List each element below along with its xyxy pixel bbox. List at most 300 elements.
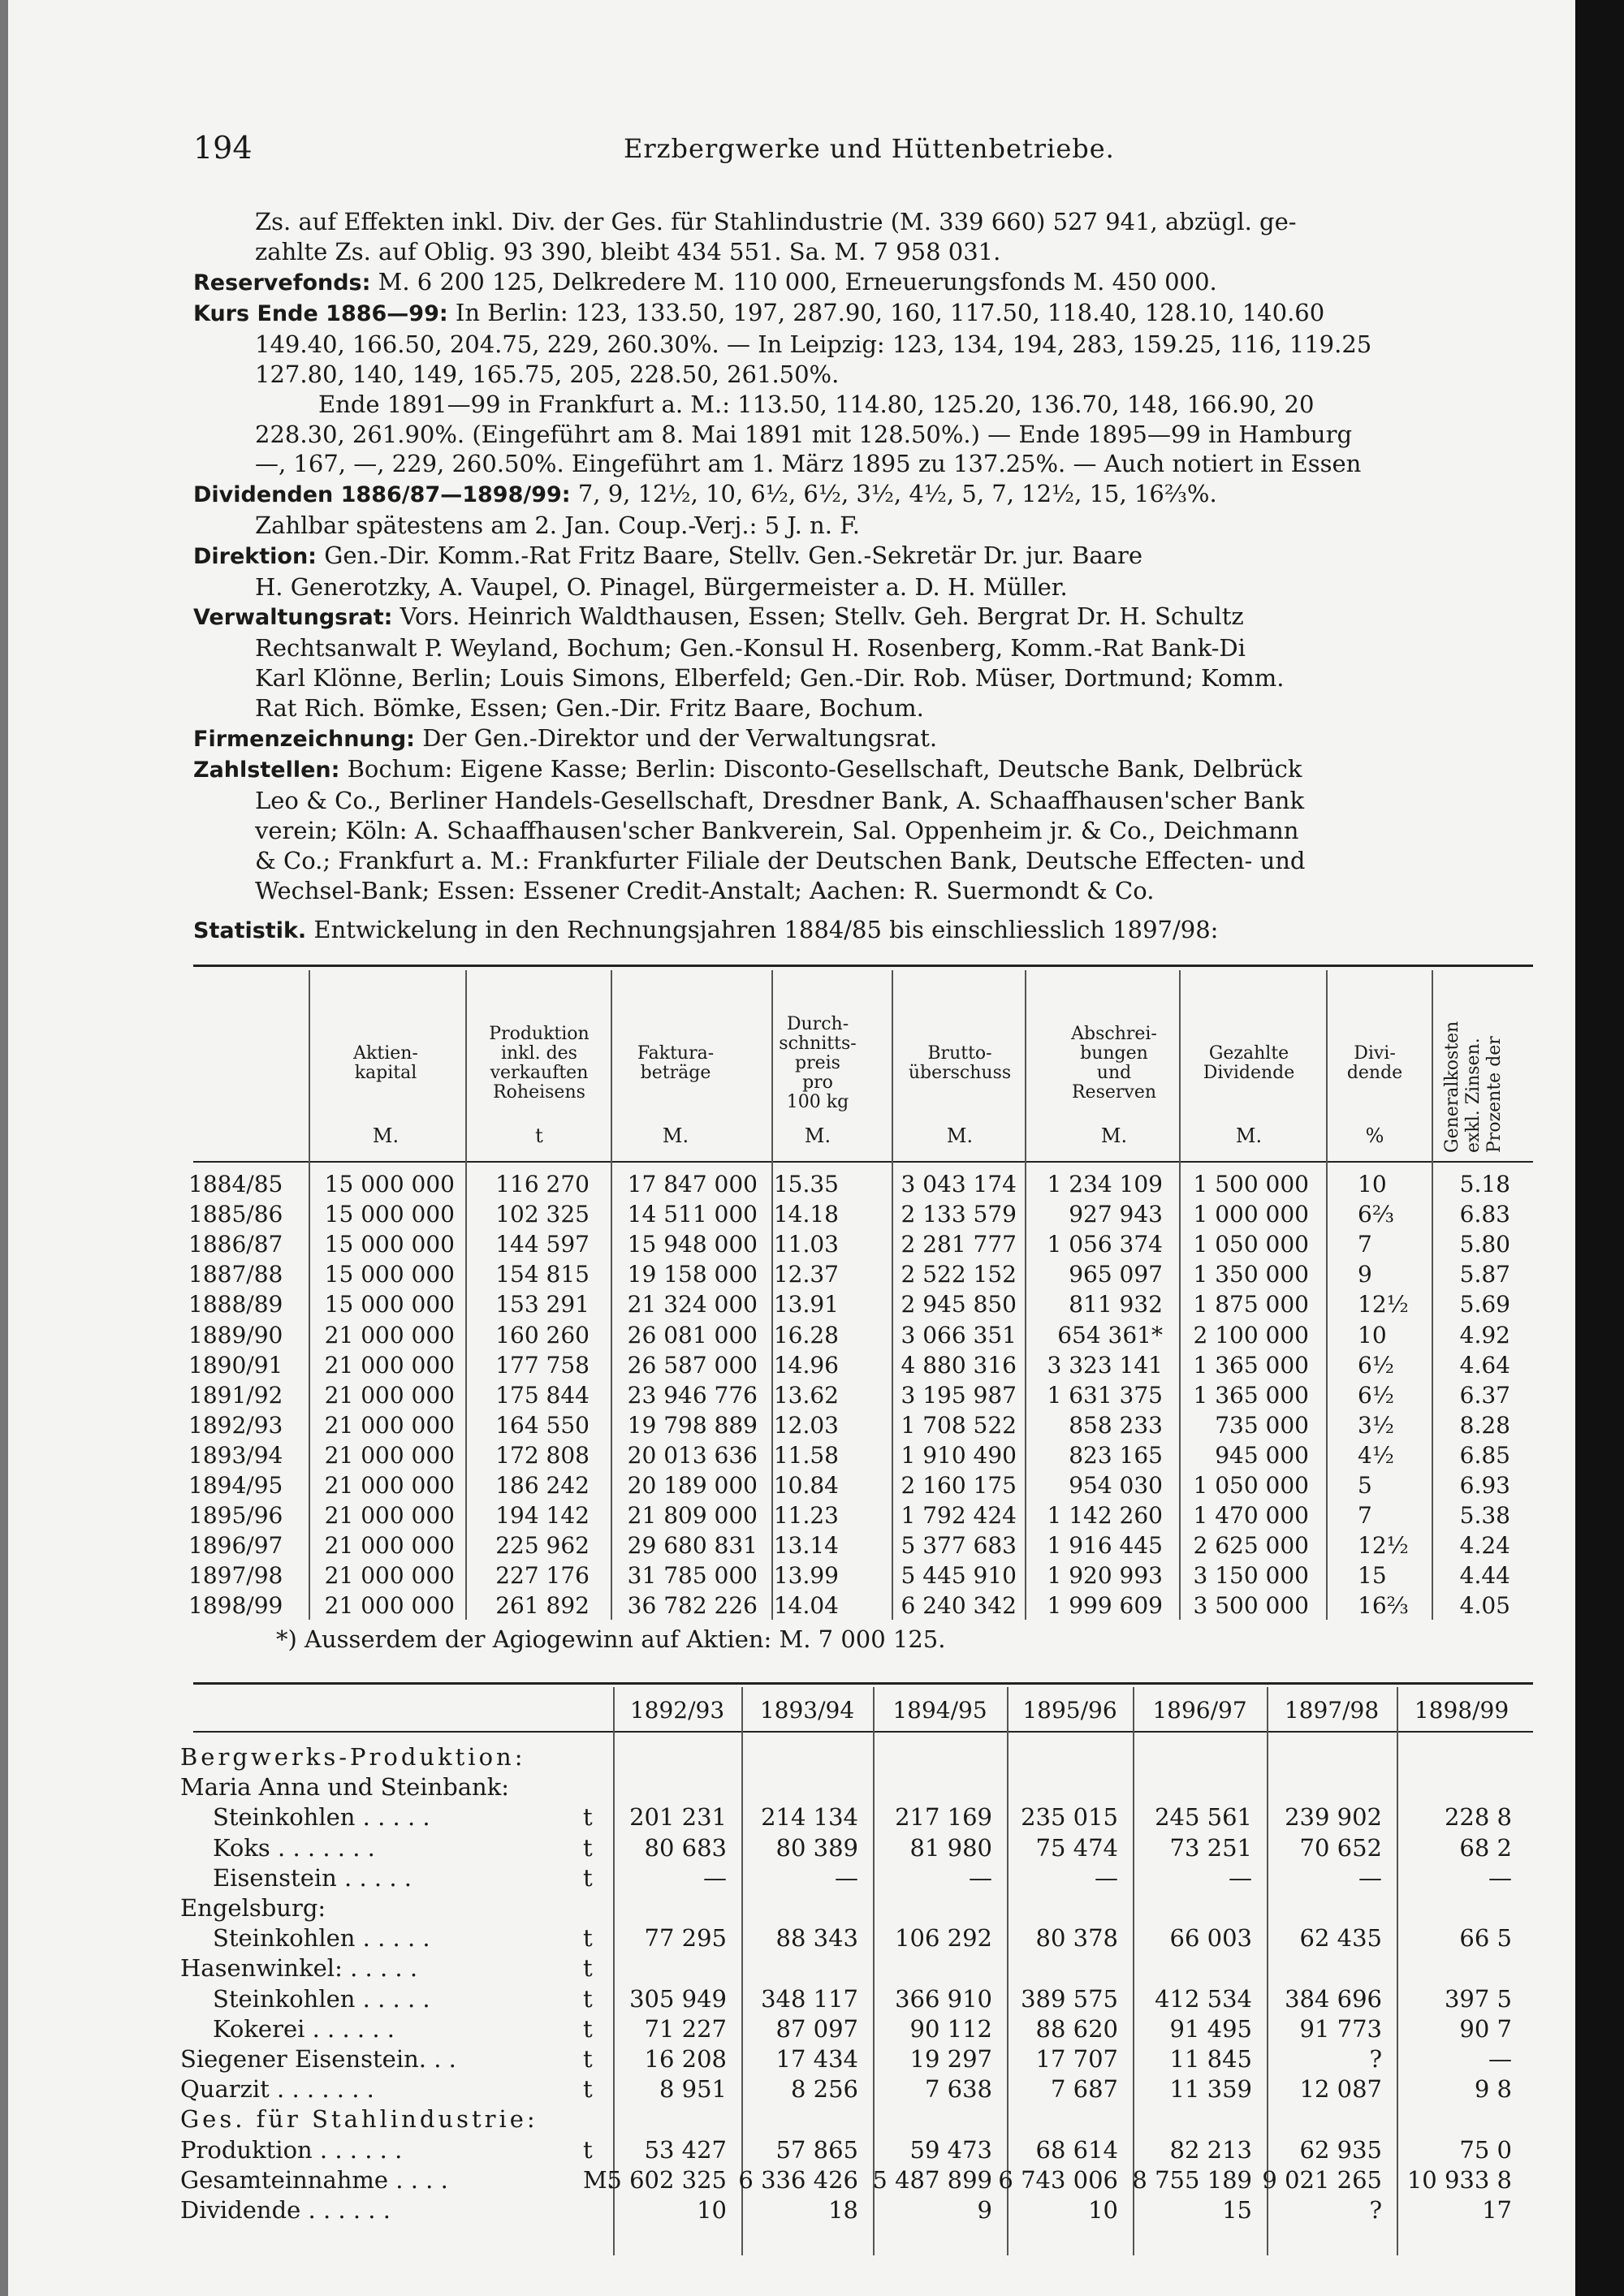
page-header bbox=[193, 130, 1525, 170]
column-unit: M. bbox=[946, 1124, 974, 1147]
table2-cell: 62 935 bbox=[1299, 2135, 1382, 2164]
year-header: 1893/94 bbox=[759, 1697, 855, 1724]
table-cell: 10.84 bbox=[773, 1472, 839, 1499]
table-cell: 3 195 987 bbox=[901, 1381, 1017, 1409]
table-cell: 3 500 000 bbox=[1193, 1592, 1309, 1620]
table2-cell: 106 292 bbox=[895, 1924, 992, 1953]
table2-cell: 16 208 bbox=[644, 2045, 727, 2073]
row-year: 1886/87 bbox=[188, 1231, 283, 1258]
table-cell: 6.93 bbox=[1459, 1472, 1510, 1499]
table-cell: 21 000 000 bbox=[324, 1321, 455, 1349]
row-label: Eisenstein . . . . . bbox=[213, 1863, 412, 1892]
table2-cell: — bbox=[1488, 1863, 1512, 1892]
table2-row bbox=[0, 2136, 1543, 2166]
section-keyword: Direktion: bbox=[193, 543, 317, 569]
table2-row bbox=[0, 2196, 1543, 2226]
table-cell: 21 000 000 bbox=[324, 1592, 455, 1620]
table-cell: 11.03 bbox=[773, 1231, 839, 1258]
table-cell: 21 324 000 bbox=[627, 1291, 758, 1318]
table2-cell: 17 707 bbox=[1035, 2045, 1118, 2073]
page-number: 194 bbox=[193, 130, 253, 166]
table-cell: 9 bbox=[1358, 1261, 1372, 1288]
table-cell: 1 470 000 bbox=[1193, 1502, 1309, 1530]
line-text: & Co.; Frankfurt a. M.: Frankfurter Filiale der Deutschen Bank, Deutsche Effecten- und bbox=[255, 846, 1306, 874]
table2-cell: 228 8 bbox=[1444, 1803, 1512, 1832]
row-year: 1893/94 bbox=[188, 1441, 283, 1469]
table-cell: 4.44 bbox=[1459, 1562, 1510, 1590]
line-text: Rat Rich. Bömke, Essen; Gen.-Dir. Fritz Baare, Bochum. bbox=[255, 693, 924, 722]
row-year: 1888/89 bbox=[188, 1291, 283, 1318]
row-label: Dividende . . . . . . bbox=[180, 2196, 391, 2224]
table2-cell: 88 343 bbox=[775, 1924, 858, 1953]
table-cell: 8.28 bbox=[1459, 1411, 1510, 1439]
table-cell: 6⅔ bbox=[1358, 1201, 1394, 1228]
table2-cell: 90 7 bbox=[1459, 2014, 1512, 2043]
column-header: Durch- schnitts- preis pro 100 kg bbox=[779, 1014, 857, 1112]
table-cell: 31 785 000 bbox=[627, 1562, 758, 1590]
row-year: 1885/86 bbox=[188, 1201, 283, 1228]
table-cell: 20 013 636 bbox=[627, 1441, 758, 1469]
table-row bbox=[0, 1442, 1543, 1472]
line-text: Wechsel-Bank; Essen: Essener Credit-Anstalt; Aachen: R. Suermondt & Co. bbox=[255, 876, 1155, 904]
table2-cell: 19 297 bbox=[909, 2045, 992, 2073]
table2-cell: 73 251 bbox=[1169, 1833, 1252, 1862]
table2-cell: 214 134 bbox=[761, 1803, 858, 1832]
table-cell: 21 000 000 bbox=[324, 1472, 455, 1499]
table-cell: 1 875 000 bbox=[1193, 1291, 1309, 1318]
column-header: Abschrei- bungen und Reserven bbox=[1071, 1024, 1157, 1103]
row-unit: M. bbox=[583, 2165, 615, 2194]
row-year: 1892/93 bbox=[188, 1411, 283, 1439]
text-line bbox=[193, 876, 1525, 906]
table-cell: 4 880 316 bbox=[901, 1351, 1017, 1379]
table-cell: 13.91 bbox=[773, 1291, 839, 1318]
table2-cell: 71 227 bbox=[644, 2014, 727, 2043]
row-label: Steinkohlen . . . . . bbox=[213, 1924, 430, 1953]
table2-cell: 12 087 bbox=[1299, 2075, 1382, 2104]
table2-cell: 10 bbox=[697, 2196, 727, 2224]
table2-cell: 91 773 bbox=[1299, 2014, 1382, 2043]
text-line bbox=[193, 572, 1525, 602]
table-cell: 154 815 bbox=[495, 1261, 590, 1288]
table2-cell: 17 bbox=[1482, 2196, 1512, 2224]
table-cell: 2 160 175 bbox=[901, 1472, 1017, 1499]
column-header: Aktien- kapital bbox=[353, 1043, 418, 1083]
table2-cell: 53 427 bbox=[644, 2135, 727, 2164]
section-keyword: Firmenzeichnung: bbox=[193, 726, 415, 752]
table-cell: 945 000 bbox=[1215, 1441, 1309, 1469]
table-cell: 172 808 bbox=[495, 1441, 590, 1469]
line-text: 127.80, 140, 149, 165.75, 205, 228.50, 261.50%. bbox=[255, 360, 840, 388]
table2-cell: 412 534 bbox=[1155, 1984, 1252, 2013]
table-cell: 15 000 000 bbox=[324, 1291, 455, 1318]
table2-cell: 239 902 bbox=[1285, 1803, 1382, 1832]
table-cell: 20 189 000 bbox=[627, 1472, 758, 1499]
table-cell: 1 000 000 bbox=[1193, 1201, 1309, 1228]
table-row bbox=[0, 1562, 1543, 1592]
table-cell: 12½ bbox=[1358, 1291, 1409, 1318]
table2-cell: 9 bbox=[977, 2196, 992, 2224]
table2-cell: 7 687 bbox=[1050, 2075, 1118, 2104]
text-line bbox=[193, 360, 1525, 390]
rotated-header-line: Generalkosten bbox=[1442, 1021, 1462, 1153]
table-cell: 11.58 bbox=[773, 1441, 839, 1469]
table-cell: 15 000 000 bbox=[324, 1231, 455, 1258]
table2-row bbox=[0, 1954, 1543, 1984]
section-keyword: Dividenden 1886/87—1898/99: bbox=[193, 482, 571, 508]
table-cell: 6½ bbox=[1358, 1381, 1394, 1409]
table-row bbox=[0, 1352, 1543, 1382]
table-cell: 4½ bbox=[1358, 1441, 1394, 1469]
column-unit: % bbox=[1365, 1124, 1384, 1147]
row-year: 1894/95 bbox=[188, 1472, 283, 1499]
table-cell: 13.14 bbox=[773, 1532, 839, 1560]
table-cell: 1 708 522 bbox=[901, 1411, 1017, 1439]
table-cell: 2 281 777 bbox=[901, 1231, 1017, 1258]
table2-cell: 8 755 189 bbox=[1132, 2165, 1252, 2194]
row-unit: t bbox=[583, 2075, 593, 2104]
table-cell: 654 361* bbox=[1057, 1321, 1163, 1349]
text-line bbox=[193, 723, 1525, 755]
text-line bbox=[193, 541, 1525, 572]
table-cell: 23 946 776 bbox=[627, 1381, 758, 1409]
row-unit: t bbox=[583, 1833, 593, 1862]
scan-binding-edge bbox=[1575, 0, 1624, 2296]
table2-cell: 80 389 bbox=[775, 1833, 858, 1862]
statistik-keyword: Statistik. bbox=[193, 918, 307, 943]
table2-cell: 305 949 bbox=[629, 1984, 727, 2013]
table-cell: 1 050 000 bbox=[1193, 1472, 1309, 1499]
table-row bbox=[0, 1231, 1543, 1261]
table-cell: 160 260 bbox=[495, 1321, 590, 1349]
table-row bbox=[0, 1382, 1543, 1412]
table-cell: 21 000 000 bbox=[324, 1351, 455, 1379]
table-cell: 3½ bbox=[1358, 1411, 1394, 1439]
row-year: 1895/96 bbox=[188, 1502, 283, 1530]
table2-cell: 10 bbox=[1088, 2196, 1118, 2224]
table-cell: 4.64 bbox=[1459, 1351, 1510, 1379]
table2-row bbox=[0, 1924, 1543, 1954]
table-cell: 261 892 bbox=[495, 1592, 590, 1620]
table-cell: 153 291 bbox=[495, 1291, 590, 1318]
year-header: 1896/97 bbox=[1152, 1697, 1247, 1724]
year-header: 1895/96 bbox=[1022, 1697, 1117, 1724]
table2-row bbox=[0, 1773, 1543, 1803]
table-cell: 1 365 000 bbox=[1193, 1381, 1309, 1409]
table-cell: 1 500 000 bbox=[1193, 1171, 1309, 1198]
table2-cell: — bbox=[1488, 2045, 1512, 2073]
row-unit: t bbox=[583, 2014, 593, 2043]
table-cell: 3 150 000 bbox=[1193, 1562, 1309, 1590]
column-unit: M. bbox=[1100, 1124, 1128, 1147]
table-cell: 6.85 bbox=[1459, 1441, 1510, 1469]
text-line bbox=[193, 693, 1525, 723]
table2-cell: 90 112 bbox=[909, 2014, 992, 2043]
row-label: Quarzit . . . . . . . bbox=[180, 2075, 374, 2104]
table-cell: 21 000 000 bbox=[324, 1532, 455, 1560]
table-cell: 2 625 000 bbox=[1193, 1532, 1309, 1560]
row-unit: t bbox=[583, 1954, 593, 1983]
text-line bbox=[193, 846, 1525, 876]
table-cell: 175 844 bbox=[495, 1381, 590, 1409]
table2-cell: 59 473 bbox=[909, 2135, 992, 2164]
table2-cell: 75 0 bbox=[1459, 2135, 1512, 2164]
table2-row bbox=[0, 1803, 1543, 1833]
row-label: Siegener Eisenstein. . . bbox=[180, 2045, 456, 2073]
row-label: Engelsburg: bbox=[180, 1894, 326, 1922]
section-keyword: Verwaltungsrat: bbox=[193, 605, 393, 631]
table2-cell: 80 683 bbox=[644, 1833, 727, 1862]
table2-cell: — bbox=[703, 1863, 727, 1892]
table-cell: 1 920 993 bbox=[1047, 1562, 1163, 1590]
table-cell: 2 100 000 bbox=[1193, 1321, 1309, 1349]
text-line bbox=[193, 449, 1525, 479]
table-footnote: *) Ausserdem der Agiogewinn auf Aktien: M. 7 000 125. bbox=[276, 1625, 946, 1653]
text-line bbox=[193, 420, 1525, 450]
table2-cell: 68 2 bbox=[1459, 1833, 1512, 1862]
table2-row bbox=[0, 1743, 1543, 1773]
line-text: Karl Klönne, Berlin; Louis Simons, Elberfeld; Gen.-Dir. Rob. Müser, Dortmund; Komm. bbox=[255, 663, 1285, 692]
table-row bbox=[0, 1291, 1543, 1321]
table2-cell: 7 638 bbox=[924, 2075, 992, 2104]
table-row bbox=[0, 1412, 1543, 1442]
table2-cell: — bbox=[1229, 1863, 1252, 1892]
row-year: 1891/92 bbox=[188, 1381, 283, 1409]
table2-cell: 366 910 bbox=[895, 1984, 992, 2013]
table-cell: 7 bbox=[1358, 1231, 1372, 1258]
line-text: Rechtsanwalt P. Weyland, Bochum; Gen.-Konsul H. Rosenberg, Komm.-Rat Bank-Di bbox=[255, 634, 1246, 662]
table2-cell: 8 951 bbox=[659, 2075, 727, 2104]
table-cell: 1 910 490 bbox=[901, 1441, 1017, 1469]
table-cell: 5.38 bbox=[1459, 1502, 1510, 1530]
row-unit: t bbox=[583, 1924, 593, 1953]
table-cell: 19 158 000 bbox=[627, 1261, 758, 1288]
rotated-header-line: Prozente der bbox=[1484, 1036, 1505, 1153]
table-row bbox=[0, 1171, 1543, 1201]
table2-cell: 66 5 bbox=[1459, 1924, 1512, 1953]
table-cell: 5 bbox=[1358, 1472, 1372, 1499]
header-bottom-rule bbox=[193, 1161, 1533, 1163]
table2-row bbox=[0, 1864, 1543, 1894]
table2-cell: 245 561 bbox=[1155, 1803, 1252, 1832]
line-text: In Berlin: 123, 133.50, 197, 287.90, 160, 117.50, 118.40, 128.10, 140.60 bbox=[447, 299, 1325, 327]
table2-cell: — bbox=[835, 1863, 858, 1892]
text-line bbox=[193, 633, 1525, 663]
statistik-heading bbox=[193, 916, 1218, 943]
table-row bbox=[0, 1322, 1543, 1352]
table-cell: 7 bbox=[1358, 1502, 1372, 1530]
line-text: Vors. Heinrich Waldthausen, Essen; Stellv. Geh. Bergrat Dr. H. Schultz bbox=[392, 602, 1244, 631]
table-cell: 1 142 260 bbox=[1047, 1502, 1163, 1530]
table2-row bbox=[0, 2105, 1543, 2135]
table-cell: 858 233 bbox=[1069, 1411, 1163, 1439]
row-label: Steinkohlen . . . . . bbox=[213, 1803, 430, 1832]
table2-cell: 66 003 bbox=[1169, 1924, 1252, 1953]
table2-cell: 10 933 8 bbox=[1406, 2165, 1512, 2194]
table-cell: 15 000 000 bbox=[324, 1201, 455, 1228]
text-line bbox=[193, 511, 1525, 541]
text-line bbox=[193, 754, 1525, 786]
row-label: Gesamteinnahme . . . . bbox=[180, 2165, 448, 2194]
table-cell: 735 000 bbox=[1215, 1411, 1309, 1439]
table2-cell: 5 487 899 bbox=[872, 2165, 992, 2194]
table-row bbox=[0, 1261, 1543, 1291]
table-cell: 21 809 000 bbox=[627, 1502, 758, 1530]
year-header: 1898/99 bbox=[1414, 1697, 1510, 1724]
table2-cell: 11 359 bbox=[1169, 2075, 1252, 2104]
table2-cell: 87 097 bbox=[775, 2014, 858, 2043]
table-row bbox=[0, 1532, 1543, 1562]
table-cell: 4.92 bbox=[1459, 1321, 1510, 1349]
table2-cell: 17 434 bbox=[775, 2045, 858, 2073]
text-line bbox=[193, 663, 1525, 693]
table-cell: 16.28 bbox=[773, 1321, 839, 1349]
section-keyword: Zahlstellen: bbox=[193, 757, 340, 783]
column-header: Gezahlte Dividende bbox=[1203, 1043, 1295, 1083]
table2-cell: 57 865 bbox=[775, 2135, 858, 2164]
table-cell: 3 043 174 bbox=[901, 1171, 1017, 1198]
table-cell: 1 916 445 bbox=[1047, 1532, 1163, 1560]
table2-cell: 397 5 bbox=[1444, 1984, 1512, 2013]
table-cell: 5.80 bbox=[1459, 1231, 1510, 1258]
text-line bbox=[193, 267, 1525, 299]
column-header: Produktion inkl. des verkauften Roheisens bbox=[489, 1024, 590, 1103]
row-year: 1884/85 bbox=[188, 1171, 283, 1198]
table-cell: 15.35 bbox=[773, 1171, 839, 1198]
row-year: 1889/90 bbox=[188, 1321, 283, 1349]
table2-cell: 217 169 bbox=[895, 1803, 992, 1832]
column-unit: M. bbox=[662, 1124, 689, 1147]
line-text: Zs. auf Effekten inkl. Div. der Ges. für Stahlindustrie (M. 339 660) 527 941, abzügl. ge- bbox=[255, 208, 1297, 235]
table2-row bbox=[0, 1894, 1543, 1924]
table-row bbox=[0, 1502, 1543, 1532]
table2-cell: 62 435 bbox=[1299, 1924, 1382, 1953]
table-cell: 4.05 bbox=[1459, 1592, 1510, 1620]
row-label: Koks . . . . . . . bbox=[213, 1833, 375, 1862]
table-cell: 12.37 bbox=[773, 1261, 839, 1288]
table2-cell: ? bbox=[1369, 2045, 1382, 2073]
table2-cell: 5 602 325 bbox=[607, 2165, 727, 2194]
statistik-text: Entwickelung in den Rechnungsjahren 1884/85 bis einschliesslich 1897/98: bbox=[306, 916, 1219, 943]
table-cell: 227 176 bbox=[495, 1562, 590, 1590]
text-line bbox=[193, 816, 1525, 846]
table2-row bbox=[0, 1985, 1543, 2015]
table2-row bbox=[0, 2075, 1543, 2105]
line-text: H. Generotzky, A. Vaupel, O. Pinagel, Bürgermeister a. D. H. Müller. bbox=[255, 572, 1068, 601]
table-cell: 1 365 000 bbox=[1193, 1351, 1309, 1379]
table2-cell: 68 614 bbox=[1035, 2135, 1118, 2164]
table-cell: 14.96 bbox=[773, 1351, 839, 1379]
table-cell: 5.18 bbox=[1459, 1171, 1510, 1198]
table-cell: 194 142 bbox=[495, 1502, 590, 1530]
table2-cell: 235 015 bbox=[1021, 1803, 1118, 1832]
line-text: 7, 9, 12½, 10, 6½, 6½, 3½, 4½, 5, 7, 12½, 15, 16⅔%. bbox=[570, 480, 1217, 508]
table-cell: 6.83 bbox=[1459, 1201, 1510, 1228]
table-cell: 16⅔ bbox=[1358, 1592, 1409, 1620]
table2-cell: 384 696 bbox=[1285, 1984, 1382, 2013]
table2-cell: 6 336 426 bbox=[738, 2165, 858, 2194]
text-line bbox=[193, 479, 1525, 511]
table-cell: 14.18 bbox=[773, 1201, 839, 1228]
table-cell: 5 377 683 bbox=[901, 1532, 1017, 1560]
year-header: 1894/95 bbox=[892, 1697, 987, 1724]
table-cell: 1 056 374 bbox=[1047, 1231, 1163, 1258]
table-cell: 823 165 bbox=[1069, 1441, 1163, 1469]
row-label: Kokerei . . . . . . bbox=[213, 2014, 395, 2043]
table-cell: 19 798 889 bbox=[627, 1411, 758, 1439]
table-cell: 15 000 000 bbox=[324, 1261, 455, 1288]
table-cell: 14.04 bbox=[773, 1592, 839, 1620]
column-unit: M. bbox=[1235, 1124, 1263, 1147]
table2-cell: 82 213 bbox=[1169, 2135, 1252, 2164]
table-cell: 26 587 000 bbox=[627, 1351, 758, 1379]
column-header: Faktura- beträge bbox=[637, 1043, 715, 1083]
row-label: Steinkohlen . . . . . bbox=[213, 1984, 430, 2013]
table-cell: 26 081 000 bbox=[627, 1321, 758, 1349]
table-cell: 102 325 bbox=[495, 1201, 590, 1228]
table2-cell: 70 652 bbox=[1299, 1833, 1382, 1862]
table2-row bbox=[0, 1834, 1543, 1864]
running-title: Erzbergwerke und Hüttenbetriebe. bbox=[624, 133, 1115, 164]
line-text: 228.30, 261.90%. (Eingeführt am 8. Mai 1891 mit 128.50%.) — Ende 1895—99 in Hamburg bbox=[255, 420, 1353, 448]
table-row bbox=[0, 1592, 1543, 1622]
table-cell: 954 030 bbox=[1069, 1472, 1163, 1499]
table2-cell: — bbox=[1095, 1863, 1118, 1892]
text-line bbox=[193, 237, 1525, 267]
table-cell: 6½ bbox=[1358, 1351, 1394, 1379]
table2-cell: 80 378 bbox=[1035, 1924, 1118, 1953]
row-year: 1896/97 bbox=[188, 1532, 283, 1560]
table2-cell: 389 575 bbox=[1021, 1984, 1118, 2013]
table-cell: 2 522 152 bbox=[901, 1261, 1017, 1288]
table-cell: 13.99 bbox=[773, 1562, 839, 1590]
table2-cell: 201 231 bbox=[629, 1803, 727, 1832]
column-header: Divi- dende bbox=[1346, 1043, 1403, 1083]
table-cell: 2 133 579 bbox=[901, 1201, 1017, 1228]
column-unit: M. bbox=[804, 1124, 831, 1147]
text-line bbox=[193, 207, 1525, 237]
table2-cell: 81 980 bbox=[909, 1833, 992, 1862]
table2-cell: 9 8 bbox=[1474, 2075, 1512, 2104]
line-text: M. 6 200 125, Delkredere M. 110 000, Erneuerungsfonds M. 450 000. bbox=[370, 267, 1217, 296]
table-cell: 3 066 351 bbox=[901, 1321, 1017, 1349]
table-row bbox=[0, 1201, 1543, 1231]
table-cell: 21 000 000 bbox=[324, 1441, 455, 1469]
table-cell: 21 000 000 bbox=[324, 1562, 455, 1590]
line-text: verein; Köln: A. Schaaffhausen'scher Bankverein, Sal. Oppenheim jr. & Co., Deichmann bbox=[255, 816, 1299, 844]
table2-cell: 8 256 bbox=[790, 2075, 858, 2104]
table-cell: 1 234 109 bbox=[1047, 1171, 1163, 1198]
column-unit: t bbox=[535, 1124, 543, 1147]
table-cell: 21 000 000 bbox=[324, 1411, 455, 1439]
table-cell: 21 000 000 bbox=[324, 1381, 455, 1409]
table-cell: 225 962 bbox=[495, 1532, 590, 1560]
table-cell: 1 792 424 bbox=[901, 1502, 1017, 1530]
row-label: Maria Anna und Steinbank: bbox=[180, 1773, 510, 1802]
year-header: 1897/98 bbox=[1284, 1697, 1380, 1724]
section-keyword: Reservefonds: bbox=[193, 270, 371, 296]
table-cell: 3 323 141 bbox=[1047, 1351, 1163, 1379]
line-text: Leo & Co., Berliner Handels-Gesellschaft, Dresdner Bank, A. Schaaffhausen'scher Bank bbox=[255, 787, 1305, 815]
table-cell: 1 999 609 bbox=[1047, 1592, 1163, 1620]
table2-header-rule bbox=[193, 1731, 1533, 1733]
table-cell: 6 240 342 bbox=[901, 1592, 1017, 1620]
table-cell: 15 948 000 bbox=[627, 1231, 758, 1258]
row-unit: t bbox=[583, 1803, 593, 1832]
table-row bbox=[0, 1472, 1543, 1502]
row-unit: t bbox=[583, 1984, 593, 2013]
line-text: 149.40, 166.50, 204.75, 229, 260.30%. — In Leipzig: 123, 134, 194, 283, 159.25, 116, 119.25 bbox=[255, 330, 1372, 359]
